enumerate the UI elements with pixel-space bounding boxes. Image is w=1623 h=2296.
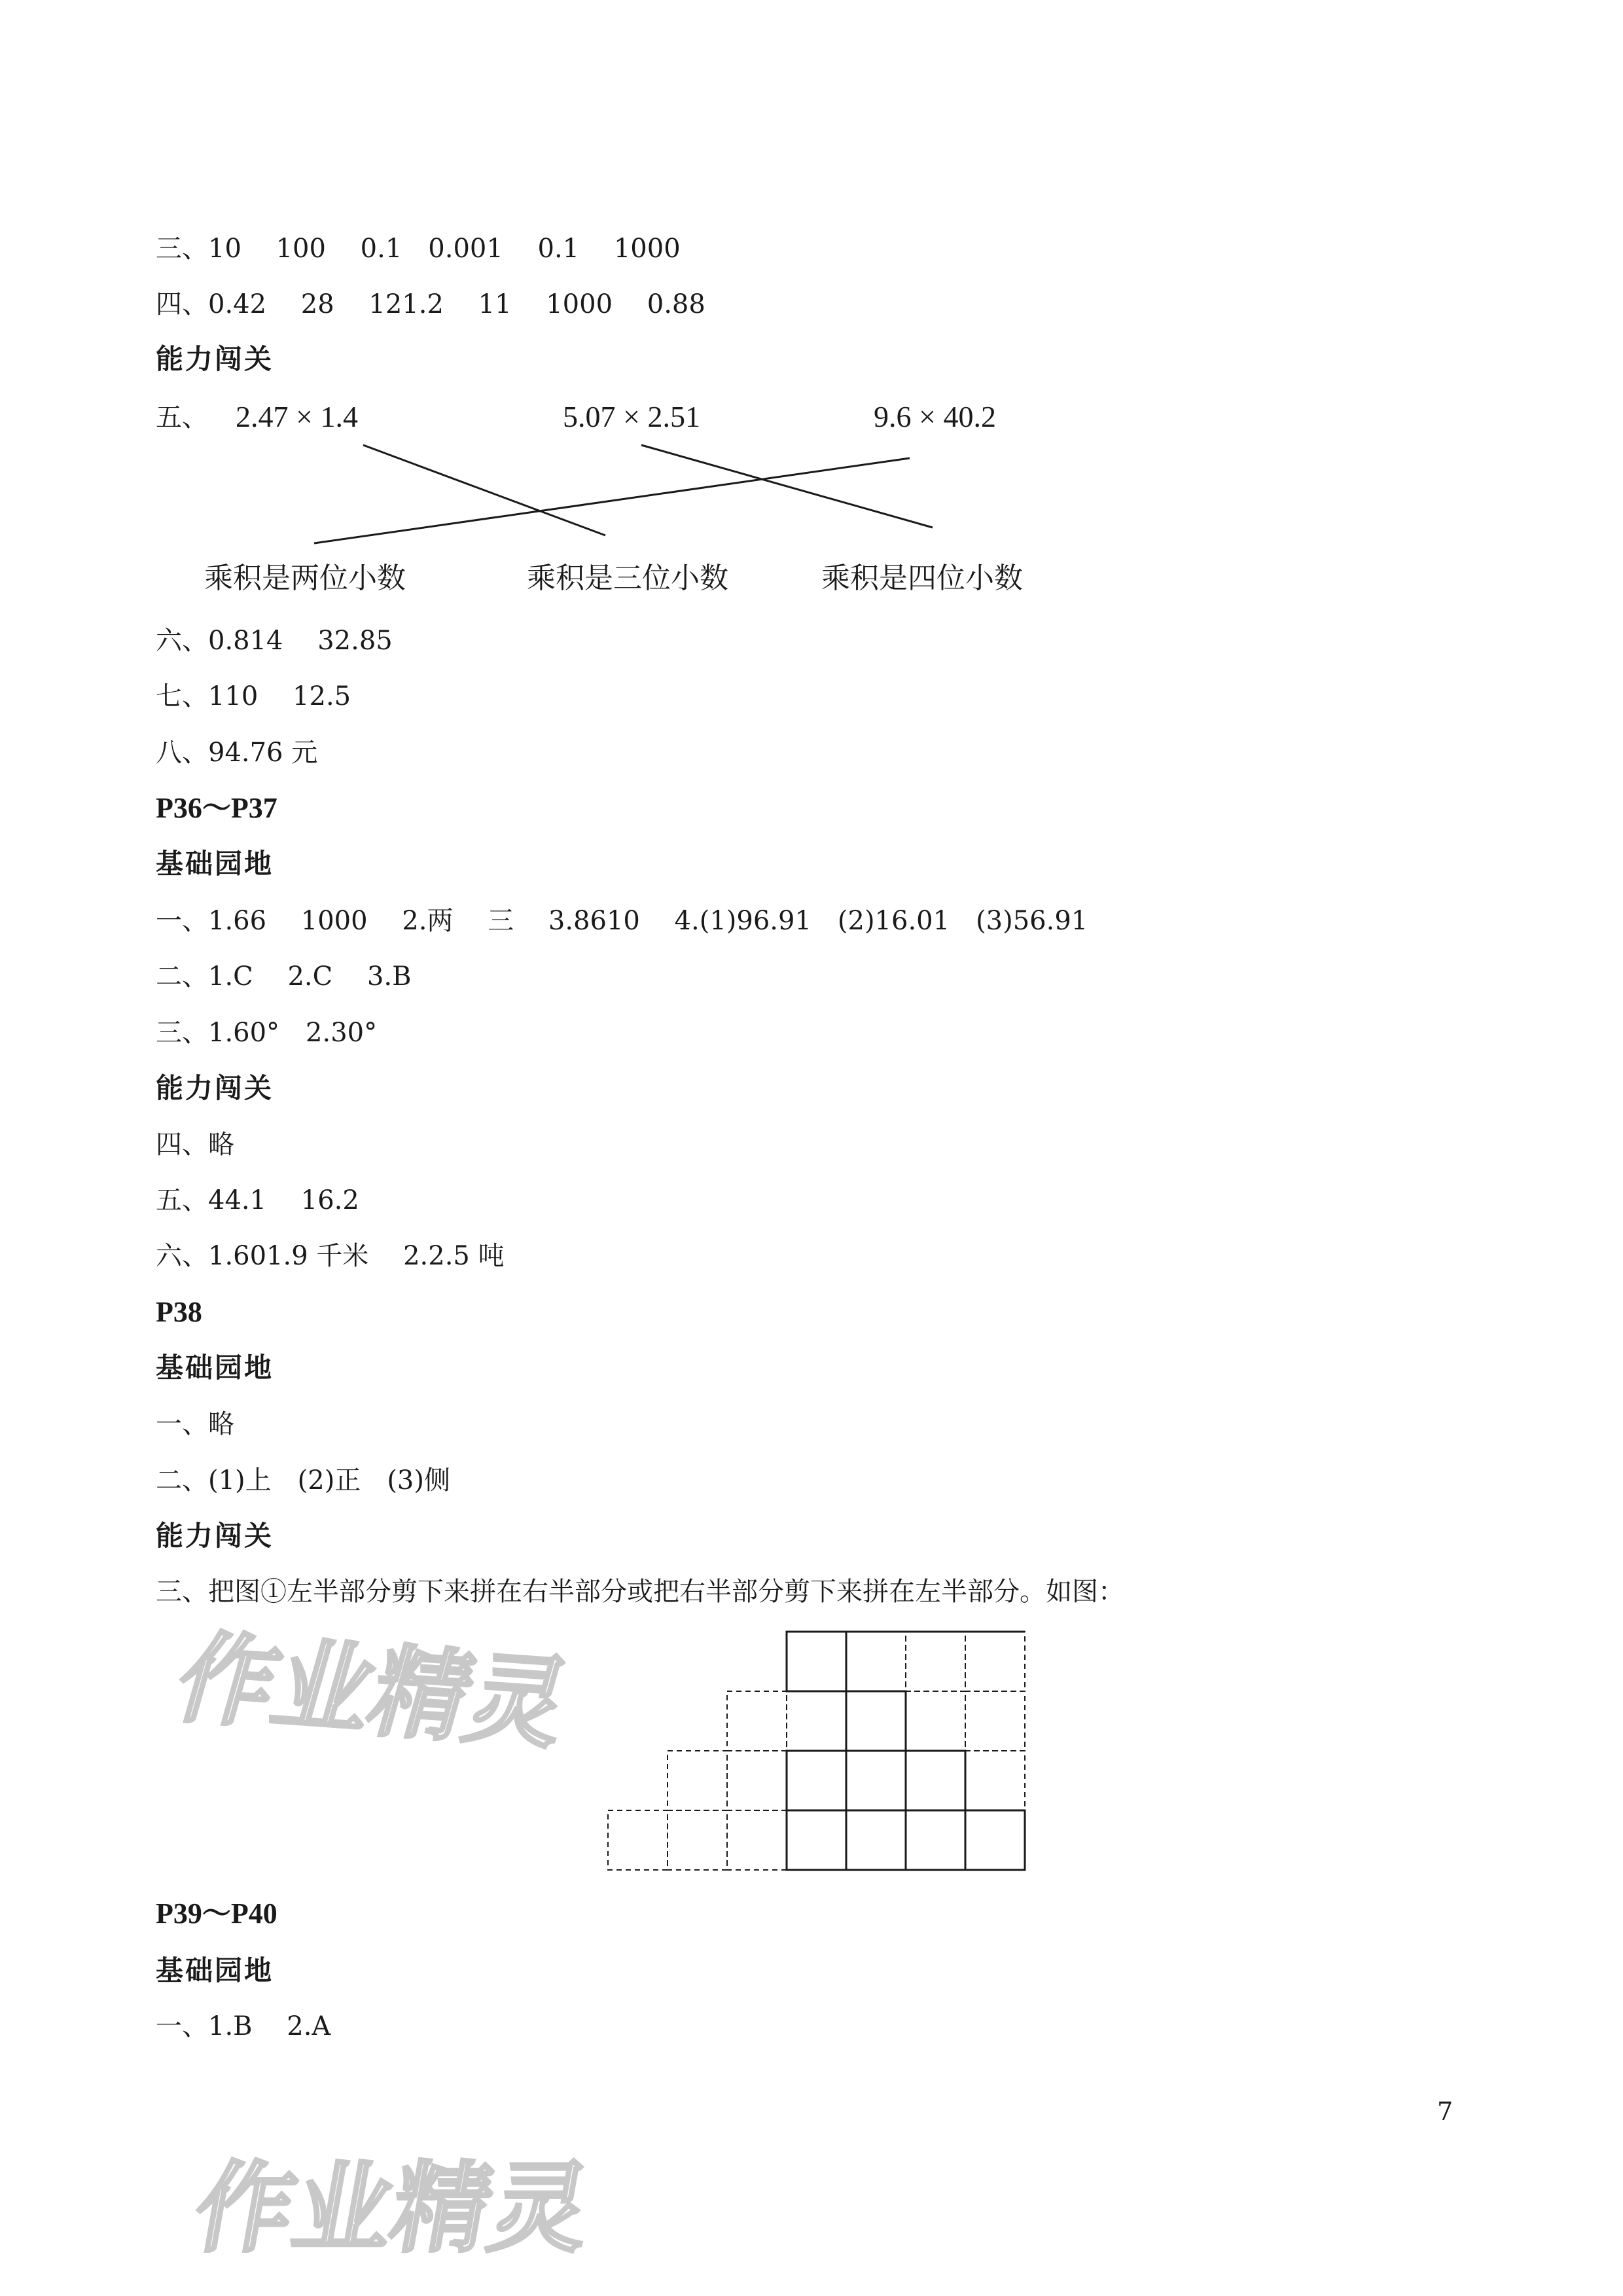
answer-6: 六、0.814 32.85 <box>156 626 393 656</box>
page-number: 7 <box>1437 2097 1454 2126</box>
answer-3: 三、10 100 0.1 0.001 0.1 1000 <box>156 234 681 264</box>
category-two-decimals: 乘积是两位小数 <box>204 562 406 595</box>
expression-1: 2.47 × 1.4 <box>236 400 358 433</box>
section-heading-ability: 能力闯关 <box>156 343 274 375</box>
answer-3: 三、把图①左半部分剪下来拼在右半部分或把右半部分剪下来拼在左半部分。如图： <box>156 1577 1124 1607</box>
section-heading-ability: 能力闯关 <box>156 1072 274 1104</box>
answer-8: 八、94.76 元 <box>156 738 318 768</box>
section-heading-ability: 能力闯关 <box>156 1520 274 1552</box>
section-heading-basic: 基础园地 <box>156 1352 274 1384</box>
watermark-logo: 作业精灵 <box>164 1621 582 1763</box>
answer-3: 三、1.60° 2.30° <box>156 1018 378 1048</box>
answer-2: 二、(1)上 (2)正 (3)侧 <box>156 1465 450 1496</box>
answer-4: 四、略 <box>156 1130 234 1160</box>
section-heading-basic: 基础园地 <box>156 848 274 880</box>
section-heading-basic: 基础园地 <box>156 1954 274 1986</box>
answer-5-label: 五、 <box>156 403 208 433</box>
expression-2: 5.07 × 2.51 <box>563 400 700 433</box>
category-three-decimals: 乘积是三位小数 <box>527 562 728 595</box>
page-ref-p38: P38 <box>156 1296 202 1328</box>
category-four-decimals: 乘积是四位小数 <box>821 562 1023 595</box>
answer-1: 一、1.B 2.A <box>156 2011 331 2041</box>
answer-6: 六、1.601.9 千米 2.2.5 吨 <box>156 1241 505 1271</box>
page-ref-p39-p40: P39～P40 <box>156 1897 277 1929</box>
answer-2: 二、1.C 2.C 3.B <box>156 961 412 992</box>
answer-5: 五、44.1 16.2 <box>156 1185 359 1215</box>
page-ref-p36-p37: P36～P37 <box>156 792 277 824</box>
answer-7: 七、110 12.5 <box>156 681 351 711</box>
answer-1: 一、1.66 1000 2.两 三 3.8610 4.(1)96.91 (2)16.01 (3)56.91 <box>156 906 1088 936</box>
answer-4: 四、0.42 28 121.2 11 1000 0.88 <box>156 289 705 319</box>
watermark-logo: 作业精灵 <box>186 2152 599 2266</box>
answer-1: 一、略 <box>156 1409 234 1439</box>
expression-3: 9.6 × 40.2 <box>874 400 996 433</box>
